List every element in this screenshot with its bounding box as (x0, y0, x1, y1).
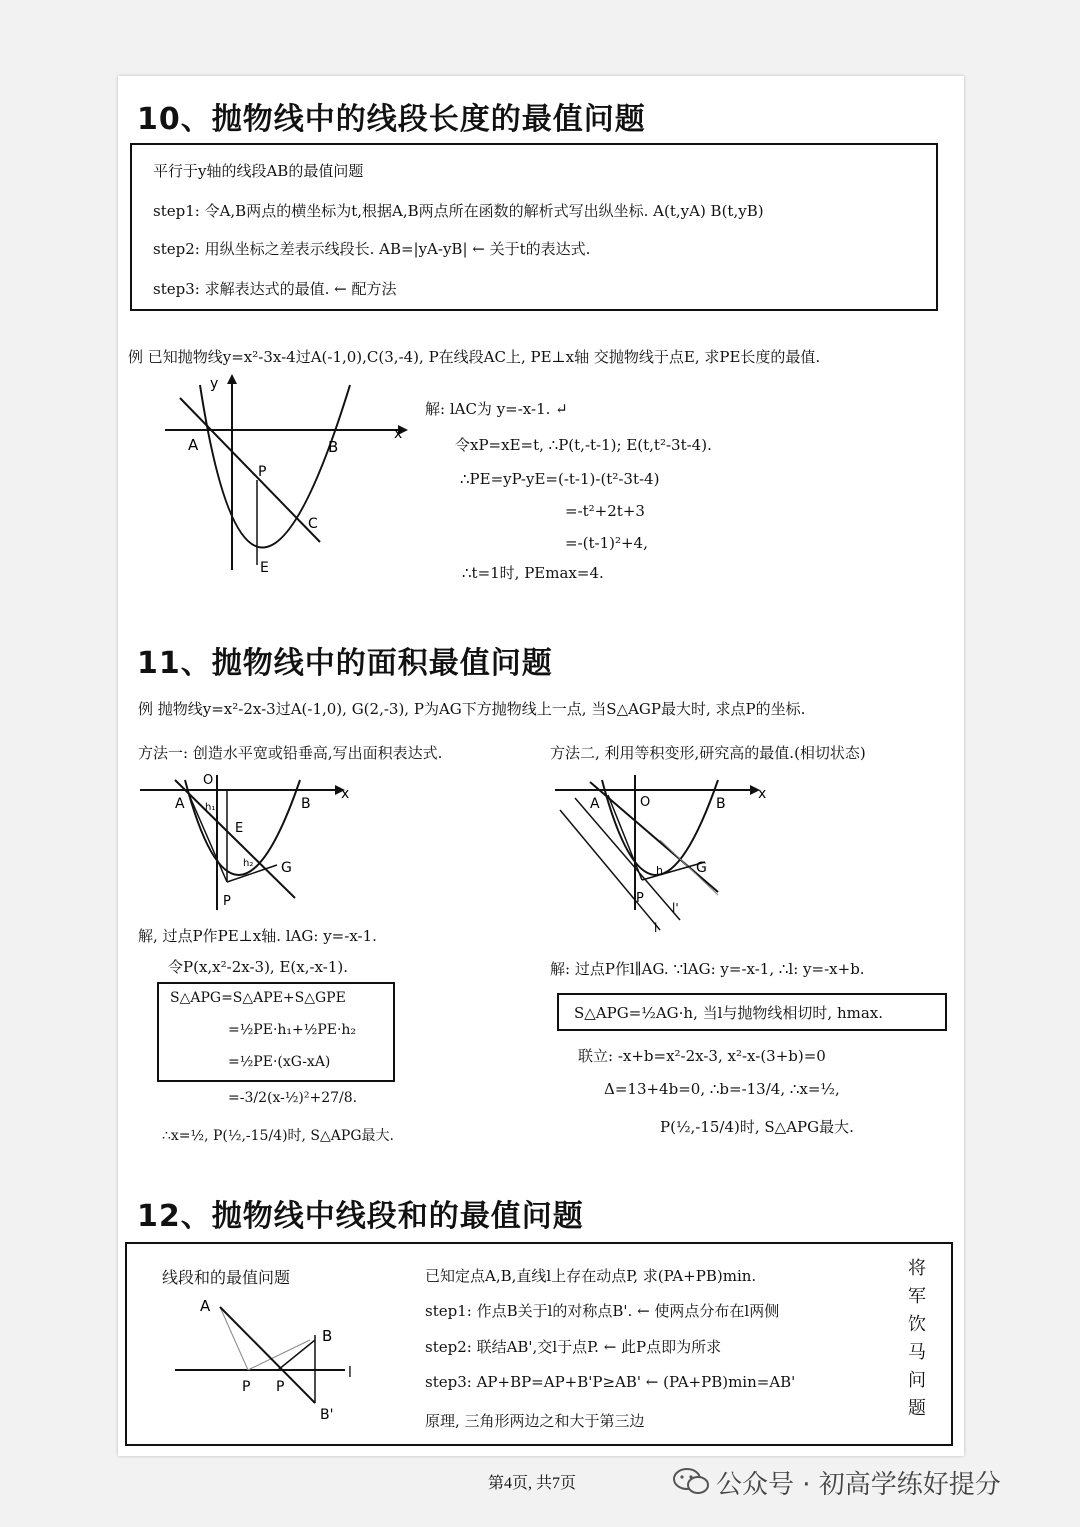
s10-sol-line4: =-t²+2t+3 (565, 502, 645, 520)
svg-text:A: A (590, 796, 600, 812)
s11-method2: 方法二, 利用等积变形,研究高的最值.(相切状态) (550, 744, 866, 762)
s11-method1: 方法一: 创造水平宽或铅垂高,写出面积表达式. (138, 744, 443, 762)
label-y: y (210, 376, 219, 392)
svg-text:l: l (348, 1365, 352, 1381)
s11-sol1-line1: 解, 过点P作PE⊥x轴. lAG: y=-x-1. (138, 927, 377, 945)
svg-text:P: P (223, 894, 231, 909)
s12-line2: step1: 作点B关于l的对称点B'. ← 使两点分布在l两侧 (425, 1302, 780, 1320)
s11-sol2-line3: 联立: -x+b=x²-2x-3, x²-x-(3+b)=0 (578, 1047, 826, 1065)
s10-sol-line2: 令xP=xE=t, ∴P(t,-t-1); E(t,t²-3t-4). (455, 436, 712, 454)
svg-text:B: B (301, 796, 311, 812)
s10-parabola-graph (160, 370, 410, 585)
label-x: x (394, 426, 403, 442)
s11-sol2-line1: 解: 过点P作l∥AG. ∵lAG: y=-x-1, ∴l: y=-x+b. (550, 960, 865, 978)
s11-sol2-line2: S△APG=½AG·h, 当l与抛物线相切时, hmax. (574, 1004, 883, 1022)
s12-line1: 已知定点A,B,直线l上存在动点P, 求(PA+PB)min. (425, 1267, 757, 1285)
svg-text:A: A (175, 796, 185, 812)
s10-step2: step2: 用纵坐标之差表示线段长. AB=|yA-yB| ← 关于t的表达式. (153, 240, 591, 258)
svg-text:G: G (696, 860, 707, 876)
s10-sol-line3: ∴PE=yP-yE=(-t-1)-(t²-3t-4) (460, 470, 660, 488)
svg-text:P: P (242, 1379, 251, 1395)
s11-sol1-line5: =½PE·(xG-xA) (228, 1054, 331, 1070)
s12-line3: step2: 联结AB',交l于点P. ← 此P点即为所求 (425, 1338, 722, 1356)
label-P: P (258, 464, 267, 480)
s10-step1: step1: 令A,B两点的横坐标为t,根据A,B两点所在函数的解析式写出纵坐标. A(t,yA) B(t,yB) (153, 202, 764, 220)
s11-sol2-line4: Δ=13+4b=0, ∴b=-13/4, ∴x=½, (604, 1080, 840, 1098)
s11-graph-method2 (550, 770, 790, 935)
svg-text:x: x (341, 786, 350, 802)
svg-text:l': l' (672, 901, 679, 915)
line-ac (180, 398, 320, 542)
s11-sol2-line5: P(½,-15/4)时, S△APG最大. (660, 1118, 854, 1136)
s10-sol-line6: ∴t=1时, PEmax=4. (462, 564, 604, 582)
svg-text:h₁: h₁ (205, 802, 216, 813)
svg-text:B': B' (320, 1407, 334, 1423)
svg-text:B: B (716, 796, 726, 812)
svg-text:O: O (203, 773, 214, 788)
svg-text:P: P (636, 891, 644, 906)
s11-graph-method1 (135, 770, 375, 915)
section-10-title: 10、抛物线中的线段长度的最值问题 (137, 102, 646, 137)
s12-box-heading: 线段和的最值问题 (162, 1268, 291, 1287)
s11-sol1-line7: ∴x=½, P(½,-15/4)时, S△APG最大. (162, 1128, 394, 1144)
label-E: E (260, 560, 269, 576)
segment-ab-prime (220, 1307, 315, 1403)
s10-example: 例 已知抛物线y=x²-3x-4过A(-1,0),C(3,-4), P在线段AC上, PE⊥x轴 交抛物线于点E, 求PE长度的最值. (128, 348, 821, 366)
s10-step3: step3: 求解表达式的最值. ← 配方法 (153, 280, 397, 298)
label-A: A (188, 436, 199, 454)
s11-sol1-line6: =-3/2(x-½)²+27/8. (228, 1090, 358, 1106)
svg-text:A: A (200, 1297, 211, 1315)
s10-sol-line1: 解: lAC为 y=-x-1. ↵ (425, 400, 568, 418)
section-11-title: 11、抛物线中的面积最值问题 (137, 646, 553, 681)
line-ag (175, 780, 295, 898)
svg-text:E: E (235, 821, 244, 836)
s11-sol1-line3: S△APG=S△APE+S△GPE (170, 990, 346, 1006)
parabola-curve (200, 385, 350, 548)
section-12-title: 12、抛物线中线段和的最值问题 (137, 1199, 584, 1234)
svg-text:B: B (322, 1327, 333, 1345)
s12-side-label: 将军饮马问题 (905, 1258, 926, 1426)
watermark-text: 公众号 · 初高学练好提分 (716, 1470, 1001, 1500)
s11-sol1-line2: 令P(x,x²-2x-3), E(x,-x-1). (168, 958, 348, 976)
label-C: C (308, 516, 318, 532)
svg-text:l: l (654, 921, 658, 935)
svg-text:h: h (656, 864, 663, 877)
s10-sol-line5: =-(t-1)²+4, (565, 534, 648, 552)
s12-reflection-graph (170, 1295, 370, 1425)
s12-line5: 原理, 三角形两边之和大于第三边 (425, 1412, 645, 1430)
s12-line4: step3: AP+BP=AP+B'P≥AB' ← (PA+PB)min=AB' (425, 1373, 796, 1391)
y-axis-arrow (227, 374, 237, 384)
page-number: 第4页, 共7页 (488, 1475, 577, 1492)
s11-example: 例 抛物线y=x²-2x-3过A(-1,0), G(2,-3), P为AG下方抛物线上一点, 当S△AGP最大时, 求点P的坐标. (138, 700, 806, 718)
s11-sol1-line4: =½PE·h₁+½PE·h₂ (228, 1022, 357, 1038)
wechat-icon (672, 1466, 710, 1496)
svg-text:O: O (640, 795, 651, 810)
label-B: B (328, 438, 339, 456)
svg-text:G: G (281, 860, 292, 876)
s10-box-heading: 平行于y轴的线段AB的最值问题 (153, 162, 364, 180)
svg-text:P: P (276, 1379, 285, 1395)
svg-text:h₂: h₂ (243, 858, 254, 869)
svg-text:x: x (758, 786, 767, 802)
